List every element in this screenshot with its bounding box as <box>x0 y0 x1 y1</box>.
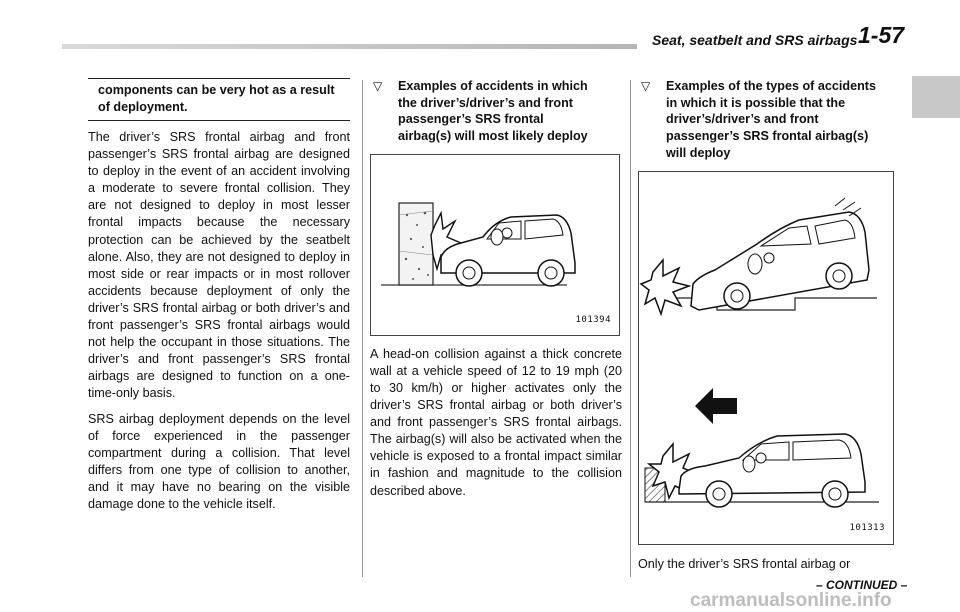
column-divider <box>630 80 631 577</box>
warning-text: components can be very hot as a result of deployment. <box>98 83 335 114</box>
column-3 <box>638 78 898 573</box>
section-title: Seat, seatbelt and SRS airbags <box>652 32 858 48</box>
frontal-impacts-illustration <box>639 172 893 544</box>
subhead <box>638 78 898 162</box>
triangle-marker-icon: ▽ <box>373 79 383 93</box>
triangle-marker-icon: ▽ <box>641 79 651 93</box>
paragraph: The driver’s SRS frontal airbag and front passenger’s SRS frontal airbag are designed to deploy in the event of an accident involving a moderate to severe frontal collision. They are not designed to deploy in most lesser frontal impacts because the necessary protection can be achieved by the seatbelt alone. Also, they are not designed to deploy in most side or rear impacts or in most rollover accidents because deployment of only the driver’s SRS frontal airbag or both driver’s and front passenger’s SRS frontal airbags would not help the occupant in those situations. The driver’s and front passenger’s SRS frontal airbags are designed to function on a one-time-only basis. <box>88 130 350 401</box>
page-number: 1-57 <box>858 22 905 48</box>
figure-code: 101394 <box>575 314 611 325</box>
wall-collision-illustration <box>371 155 619 335</box>
column-1 <box>88 78 350 513</box>
continued-label: – CONTINUED – <box>816 578 908 592</box>
header-rule <box>62 44 637 49</box>
figure-wall-collision <box>370 154 620 336</box>
subhead-text: Examples of accidents in which the driver’s/driver’s and front passenger’s SRS frontal airbag(s) will most likely deploy <box>398 79 588 144</box>
warning-box <box>88 78 350 121</box>
figure-code: 101313 <box>849 523 885 534</box>
figure-frontal-impacts <box>638 171 894 545</box>
column-divider <box>362 80 363 577</box>
column-2 <box>370 78 622 500</box>
paragraph: SRS airbag deployment depends on the level of force experienced in the passenger compartment during a collision. That level differs from one type of collision to another, and it may have no bearing on the visible damage done to the vehicle itself. <box>88 411 350 511</box>
chapter-tab <box>912 76 960 118</box>
figure-caption: A head-on collision against a thick concrete wall at a vehicle speed of 12 to 19 mph (20 to 30 km/h) or higher activates only the driver’s SRS frontal airbag or both driver’s and front passenger’s SRS frontal airbags. The airbag(s) will also be activated when the vehicle is exposed to a frontal impact similar in fashion and magnitude to the collision described above. <box>370 346 622 498</box>
subhead-text: Examples of the types of accidents in which it is possible that the driver’s/driver’s and front passenger’s SRS frontal airbag(s) will deploy <box>666 79 876 160</box>
paragraph: Only the driver’s SRS frontal airbag or <box>638 556 851 571</box>
watermark: carmanualsonline.info <box>690 590 892 611</box>
subhead <box>370 78 622 145</box>
